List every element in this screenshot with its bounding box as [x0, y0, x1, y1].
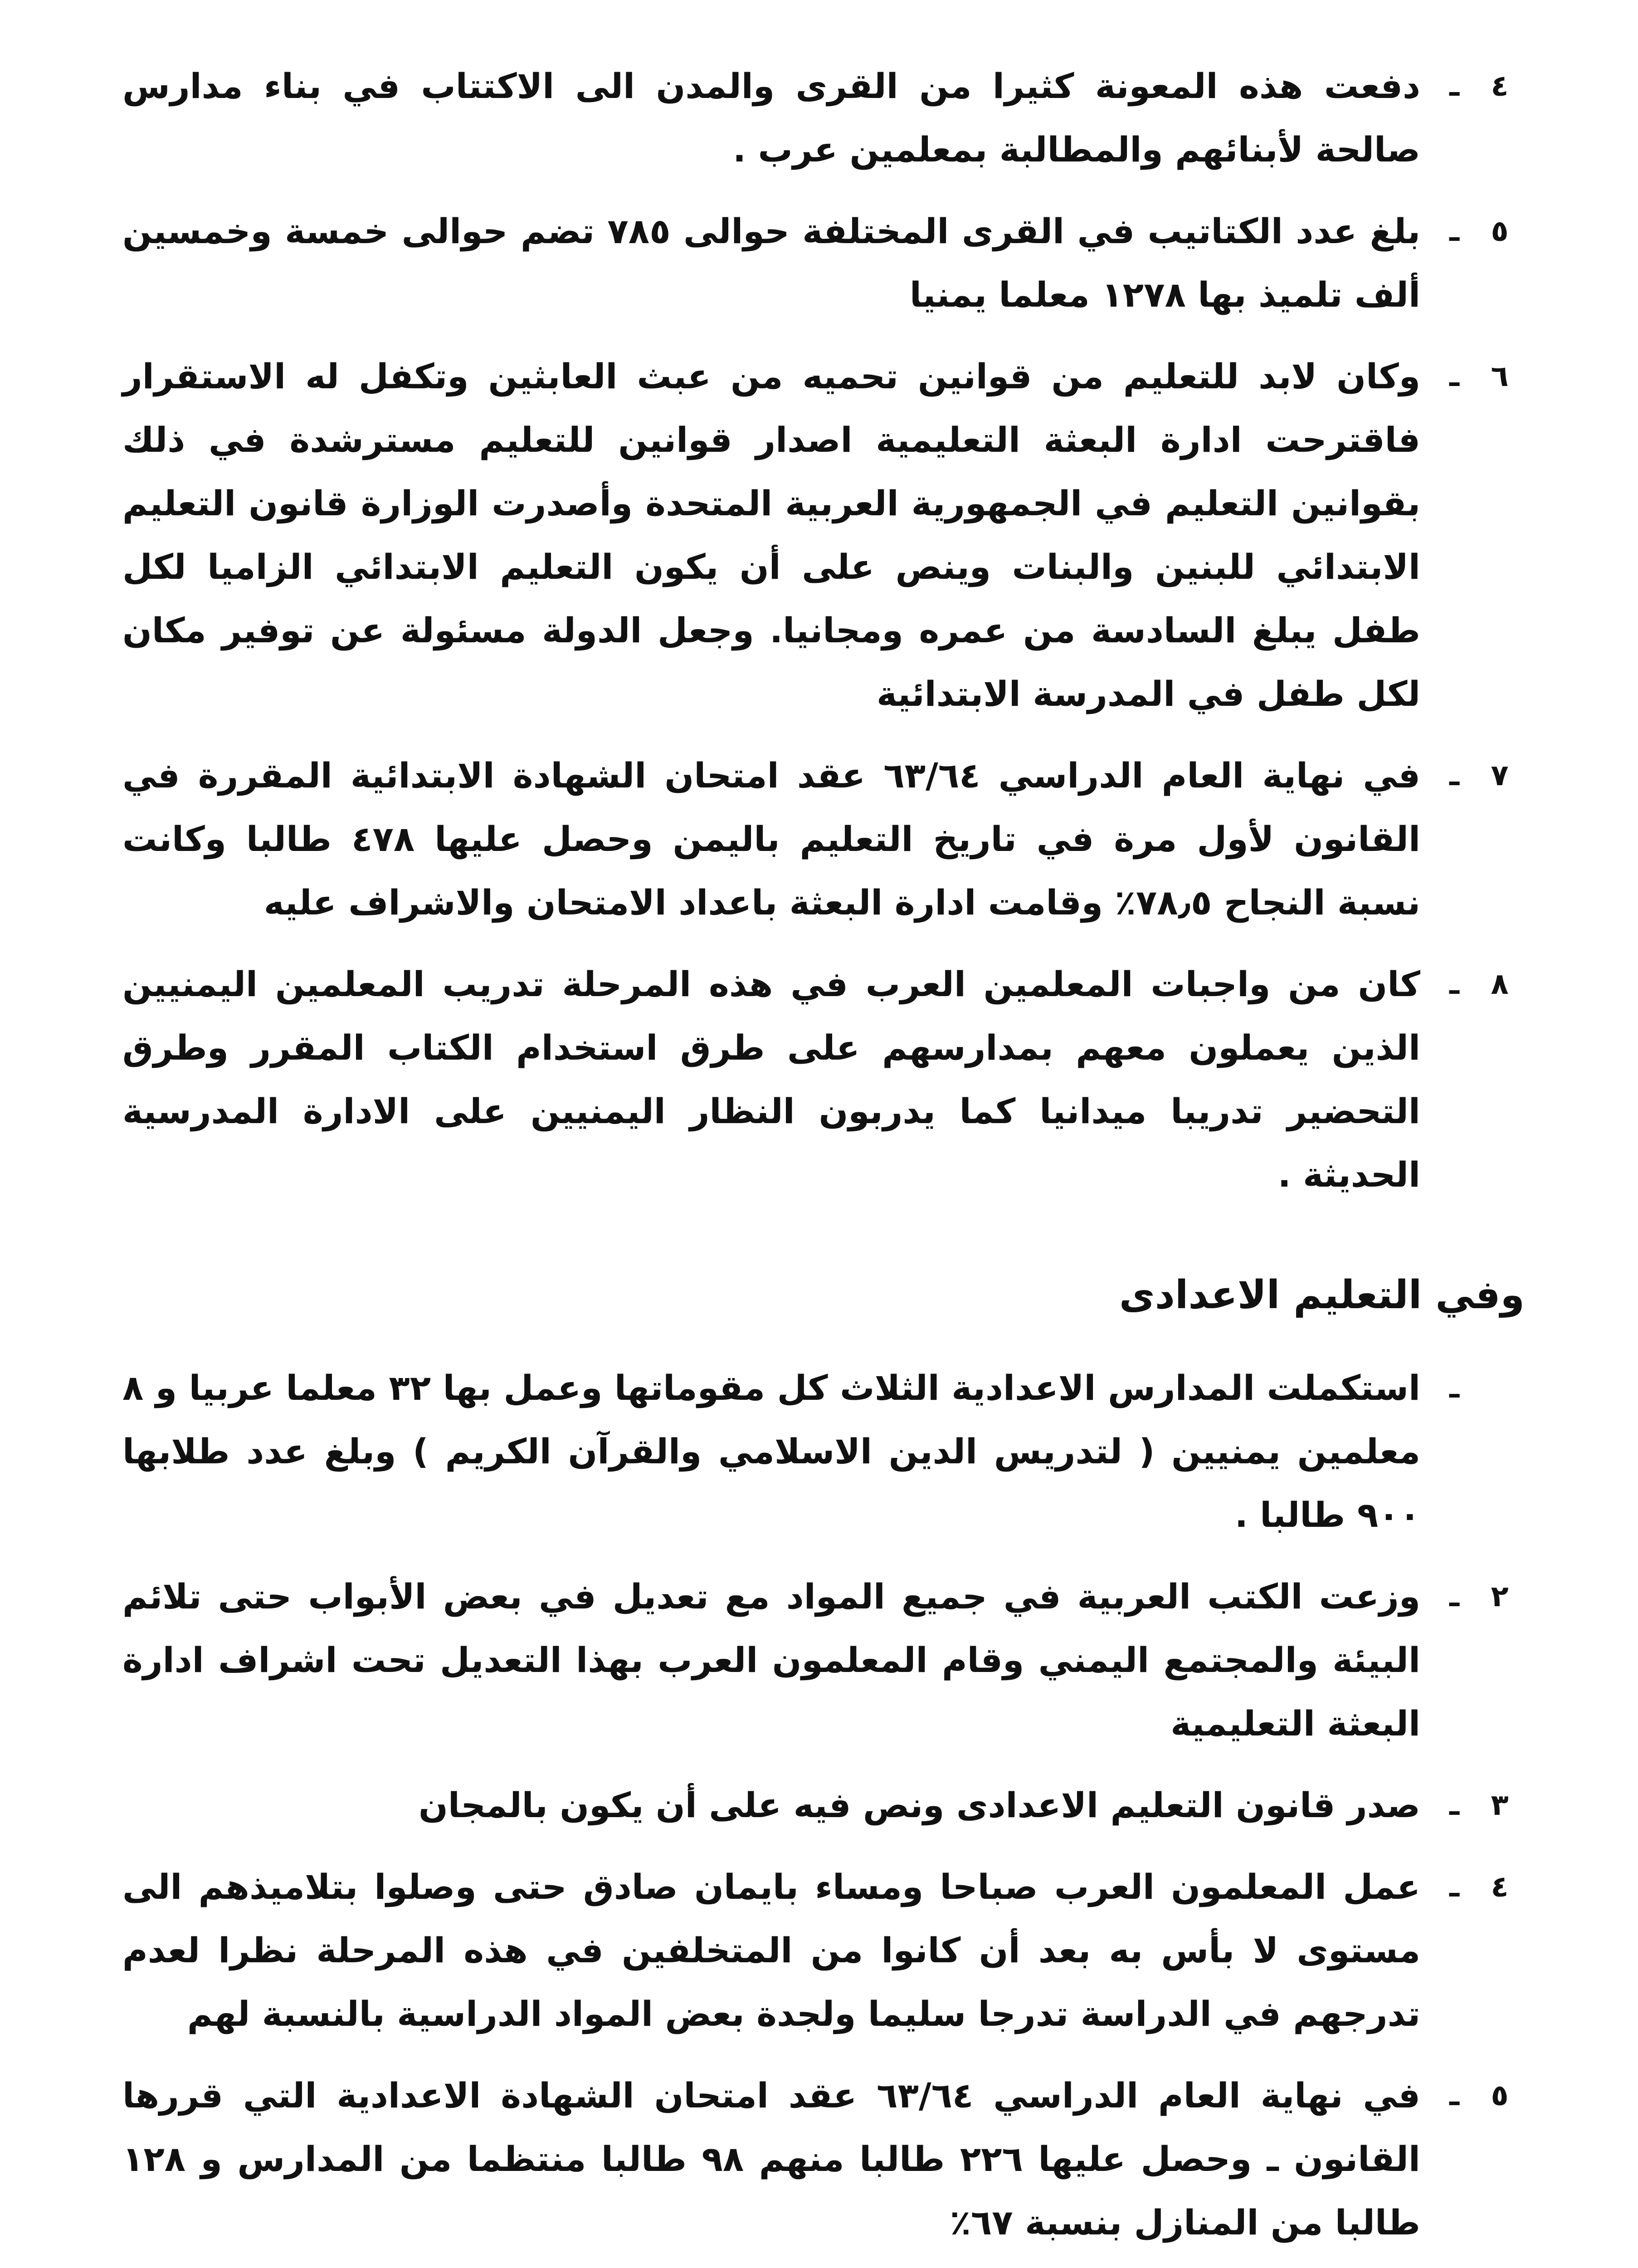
- item-dash: ـ: [1449, 1789, 1459, 1822]
- item-marker: [1420, 1565, 1525, 1628]
- list-item: [122, 953, 1525, 1207]
- list-item: [122, 744, 1525, 934]
- item-text: وزعت الكتب العربية في جميع المواد مع تعديل في بعض الأبواب حتى تلائم البيئة والمجتمع اليمني وقام المعلمون العرب بهذا التعديل تحت اشراف ادارة البعثة التعليمية: [122, 1576, 1420, 1744]
- item-text: وكان لابد للتعليم من قوانين تحميه من عبث العابثين وتكفل له الاستقرار فاقترحت ادارة البعثة التعليمية اصدار قوانين للتعليم مسترشدة في ذلك بقوانين التعليم في الجمهورية العربية المتحدة وأصدرت الوزارة قانون التعليم الابتدائي للبنين والبنات وينص على أن يكون التعليم الابتدائي الزاميا لكل طفل يبلغ السادسة من عمره ومجانيا. وجعل الدولة مسئولة عن توفير مكان لكل طفل في المدرسة الابتدائية: [122, 356, 1420, 714]
- item-dash: ـ: [1449, 2079, 1459, 2112]
- item-text: دفعت هذه المعونة كثيرا من القرى والمدن الى الاكتتاب في بناء مدارس صالحة لأبنائهم والمطالبة بمعلمين عرب .: [122, 66, 1420, 170]
- item-marker: [1420, 2064, 1525, 2127]
- list-item: [122, 200, 1525, 327]
- item-dash: ـ: [1449, 1371, 1459, 1405]
- item-number: ٤: [1491, 1870, 1509, 1904]
- item-number: ٥: [1491, 215, 1509, 248]
- list-item: [122, 1774, 1525, 1837]
- item-text: كان من واجبات المعلمين العرب في هذه المرحلة تدريب المعلمين اليمنيين الذين يعملون معهم بمدارسهم على طرق استخدام الكتاب المقرر وطرق التحضير تدريبا ميدانيا كما يدربون النظار اليمنيين على الادارة المدرسية الحديثة .: [122, 964, 1420, 1195]
- item-dash: ـ: [1449, 360, 1459, 393]
- item-number: ٤: [1491, 69, 1509, 103]
- list-item: [122, 1565, 1525, 1755]
- item-dash: ـ: [1449, 1580, 1459, 1613]
- item-dash: ـ: [1449, 968, 1459, 1001]
- item-text: في نهاية العام الدراسي ٦٣/٦٤ عقد امتحان الشهادة الاعدادية التي قررها القانون ـ وحصل عليها ٢٢٦ طالبا منهم ٩٨ طالبا منتظما من المدارس و ١٢٨ طالبا من المنازل بنسبة ٦٧٪: [122, 2075, 1420, 2243]
- text-column: [122, 54, 1525, 2268]
- item-number: ٢: [1491, 1580, 1509, 1613]
- item-dash: ـ: [1449, 759, 1459, 792]
- item-marker: [1420, 54, 1525, 118]
- item-text: استكملت المدارس الاعدادية الثلاث كل مقوماتها وعمل بها ٣٢ معلما عربيا و ٨ معلمين يمنيين ( لتدريس الدين الاسلامي والقرآن الكريم ) وبلغ عدد طلابها ٩٠٠ طالبا .: [122, 1368, 1420, 1535]
- list-item: [122, 54, 1525, 181]
- list-item: [122, 1356, 1525, 1547]
- item-text: بلغ عدد الكتاتيب في القرى المختلفة حوالى ٧٨٥ تضم حوالى خمسة وخمسين ألف تلميذ بها ١٢٧٨ معلما يمنيا: [122, 211, 1421, 315]
- item-marker: [1420, 1855, 1525, 1919]
- item-text: في نهاية العام الدراسي ٦٣/٦٤ عقد امتحان الشهادة الابتدائية المقررة في القانون لأول مرة في تاريخ التعليم باليمن وحصل عليها ٤٧٨ طالبا وكانت نسبة النجاح ٧٨٫٥٪ وقامت ادارة البعثة باعداد الامتحان والاشراف عليه: [122, 755, 1421, 923]
- item-number: ٣: [1491, 1789, 1509, 1822]
- item-dash: ـ: [1449, 69, 1459, 103]
- item-marker: [1420, 200, 1525, 263]
- item-text: صدر قانون التعليم الاعدادى ونص فيه على أن يكون بالمجان: [419, 1785, 1420, 1825]
- section-heading: وفي التعليم الاعدادى: [1119, 1272, 1525, 1318]
- list-item: [122, 2064, 1525, 2254]
- item-marker: [1420, 744, 1525, 807]
- item-marker: [1420, 1774, 1525, 1837]
- item-text: عمل المعلمون العرب صباحا ومساء بايمان صادق حتى وصلوا بتلاميذهم الى مستوى لا بأس به بعد أن كانوا من المتخلفين في هذه المرحلة نظرا لعدم تدرجهم في الدراسة تدرجا سليما ولجدة بعض المواد الدراسية بالنسبة لهم: [122, 1867, 1420, 2034]
- item-marker: [1420, 953, 1525, 1016]
- item-number: ٨: [1491, 968, 1509, 1001]
- item-number: ٧: [1491, 759, 1509, 792]
- item-marker: [1420, 345, 1525, 408]
- item-dash: ـ: [1449, 1870, 1459, 1904]
- list-item: [122, 345, 1525, 726]
- list-item: [122, 1855, 1525, 2046]
- item-marker: [1420, 1356, 1525, 1420]
- item-number: ٥: [1491, 2079, 1509, 2112]
- item-number: ٦: [1491, 360, 1509, 393]
- item-dash: ـ: [1449, 215, 1459, 248]
